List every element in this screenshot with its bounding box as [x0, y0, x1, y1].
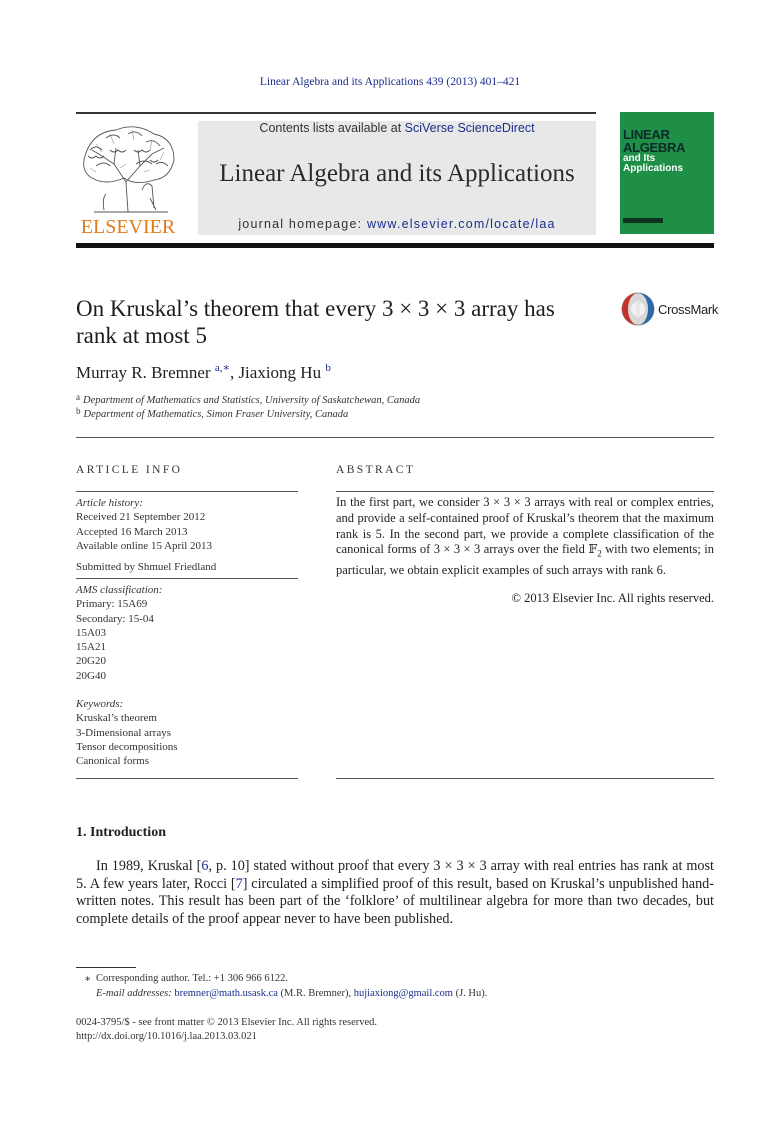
elsevier-tree-logo[interactable]: [76, 120, 180, 236]
history-item: Available online 15 April 2013: [76, 539, 213, 552]
abstract-text: [336, 495, 714, 578]
cover-sub-line-2: Applications: [623, 163, 684, 174]
keyword: Kruskal’s theorem: [76, 712, 157, 725]
copyright-notice: © 2013 Elsevier Inc. All rights reserved.: [511, 591, 714, 605]
intro-paragraph: [76, 858, 714, 928]
info-rule: [76, 578, 298, 579]
affiliation: [76, 392, 420, 406]
citation-link[interactable]: 7: [235, 875, 243, 892]
ams-item: 20G20: [76, 655, 106, 668]
section-rule: [76, 437, 714, 438]
affiliation-text: Department of Mathematics, Simon Fraser University, Canada: [83, 409, 349, 420]
footnote-rule: [76, 967, 136, 968]
affiliation-text: Department of Mathematics and Statistics, University of Saskatchewan, Canada: [83, 395, 421, 406]
journal-homepage-link[interactable]: www.elsevier.com/locate/laa: [366, 217, 556, 231]
banner-journal-title[interactable]: Linear Algebra and its Applications: [219, 160, 575, 187]
sciencedirect-link[interactable]: SciVerse ScienceDirect: [404, 121, 535, 135]
keywords: [76, 697, 178, 768]
field-symbol: 𝔽: [588, 542, 598, 557]
cover-sub-line-1: and Its: [623, 153, 656, 164]
article-info-heading: ARTICLE INFO: [76, 464, 183, 476]
abstract-part-1: In the first part, we consider 3 × 3 × 3 arrays with real or complex entries, and provide a self-contained proof of Kruskal’s theorem that the maximum rank is 5. In the second part, we provide a complete classification of the canonical forms of 3 × 3 × 3 arrays over the field: [336, 495, 714, 557]
issn-line: 0024-3795/$ - see front matter © 2013 Elsevier Inc. All rights reserved.: [76, 1017, 378, 1028]
header-rule-thick: [76, 243, 714, 248]
intro-text-3: ] circulated a simplified proof of this result, based on Kruskal’s unpublished hand-written notes. This result has been part of the ‘folklore’ of multilinear algebra for more than two decades, but complete details of the proof appear never to have been published.: [76, 875, 714, 927]
affiliation: [76, 406, 348, 420]
email-owner: (M.R. Bremner),: [277, 988, 354, 999]
section-heading-introduction: 1. Introduction: [76, 825, 166, 840]
abstract-rule: [336, 778, 714, 779]
history-item: Received 21 September 2012: [76, 511, 206, 524]
homepage-line: [198, 217, 596, 231]
ams-item: 15A21: [76, 641, 106, 654]
keyword: Canonical forms: [76, 755, 150, 768]
submitted-by: Submitted by Shmuel Friedland: [76, 561, 217, 573]
header-rule: [76, 112, 596, 114]
contents-prefix: Contents lists available at: [259, 121, 405, 135]
author-separator: ,: [229, 363, 239, 382]
email-owner: (J. Hu).: [452, 988, 488, 999]
cover-strip: [623, 218, 663, 223]
cover-line-1: LINEAR: [623, 127, 670, 142]
author-name: Jiaxiong Hu: [238, 363, 322, 382]
corresponding-author-link[interactable]: ∗: [222, 362, 230, 374]
abstract-rule: [336, 491, 714, 492]
elsevier-wordmark: ELSEVIER: [80, 216, 176, 236]
field-subscript: 2: [597, 548, 602, 559]
intro-text-2: , p. 10] stated without proof that every 3 × 3 × 3 array with real entries has rank at most 5. A few years later, Rocci [: [76, 858, 714, 892]
footnote-star: ∗: [84, 974, 92, 985]
ams-item: Secondary: 15-04: [76, 612, 154, 625]
ams-label: AMS classification:: [76, 584, 163, 596]
email-link-hu[interactable]: hujiaxiong@gmail.com: [353, 988, 453, 999]
history-item: Accepted 16 March 2013: [76, 525, 188, 538]
ams-classification: [76, 583, 162, 683]
keyword: 3-Dimensional arrays: [76, 726, 171, 739]
ams-item: Primary: 15A69: [76, 598, 148, 611]
corresponding-text: Corresponding author. Tel.: +1 306 966 6122.: [96, 973, 288, 984]
abstract-part-2: with two elements; in particular, we obtain explicit examples of such arrays with rank 6.: [336, 542, 714, 577]
author-list: [76, 361, 331, 383]
author-name: Murray R. Bremner: [76, 363, 211, 382]
affiliation-mark: a: [76, 392, 80, 402]
article-title: On Kruskal’s theorem that every 3 × 3 × 3 array has rank at most 5: [76, 296, 555, 348]
email-label: E-mail addresses:: [96, 988, 175, 999]
info-rule: [76, 491, 298, 492]
doi-link[interactable]: http://dx.doi.org/10.1016/j.laa.2013.03.021: [76, 1031, 257, 1042]
citation-link[interactable]: 6: [201, 858, 209, 874]
ams-item: 15A03: [76, 626, 106, 639]
crossmark-label[interactable]: CrossMark: [658, 302, 719, 317]
contents-line: [198, 121, 596, 135]
history-label: Article history:: [76, 497, 143, 509]
email-link-bremner[interactable]: bremner@math.usask.ca: [174, 988, 278, 999]
intro-text-1: In 1989, Kruskal [: [96, 858, 202, 874]
abstract-heading: ABSTRACT: [336, 464, 416, 476]
info-rule: [76, 778, 298, 779]
journal-cover-image[interactable]: [620, 112, 714, 234]
journal-citation[interactable]: Linear Algebra and its Applications 439 (2013) 401–421: [259, 76, 521, 88]
author-affil-link[interactable]: b: [325, 362, 331, 374]
keyword: Tensor decompositions: [76, 740, 178, 753]
ams-item: 20G40: [76, 669, 106, 682]
article-history: [76, 496, 212, 553]
homepage-prefix: journal homepage:: [238, 217, 367, 231]
author-affil-link[interactable]: a,: [214, 362, 223, 374]
cover-line-2: ALGEBRA: [623, 140, 686, 155]
keywords-label: Keywords:: [76, 698, 124, 710]
affiliation-mark: b: [76, 406, 81, 416]
